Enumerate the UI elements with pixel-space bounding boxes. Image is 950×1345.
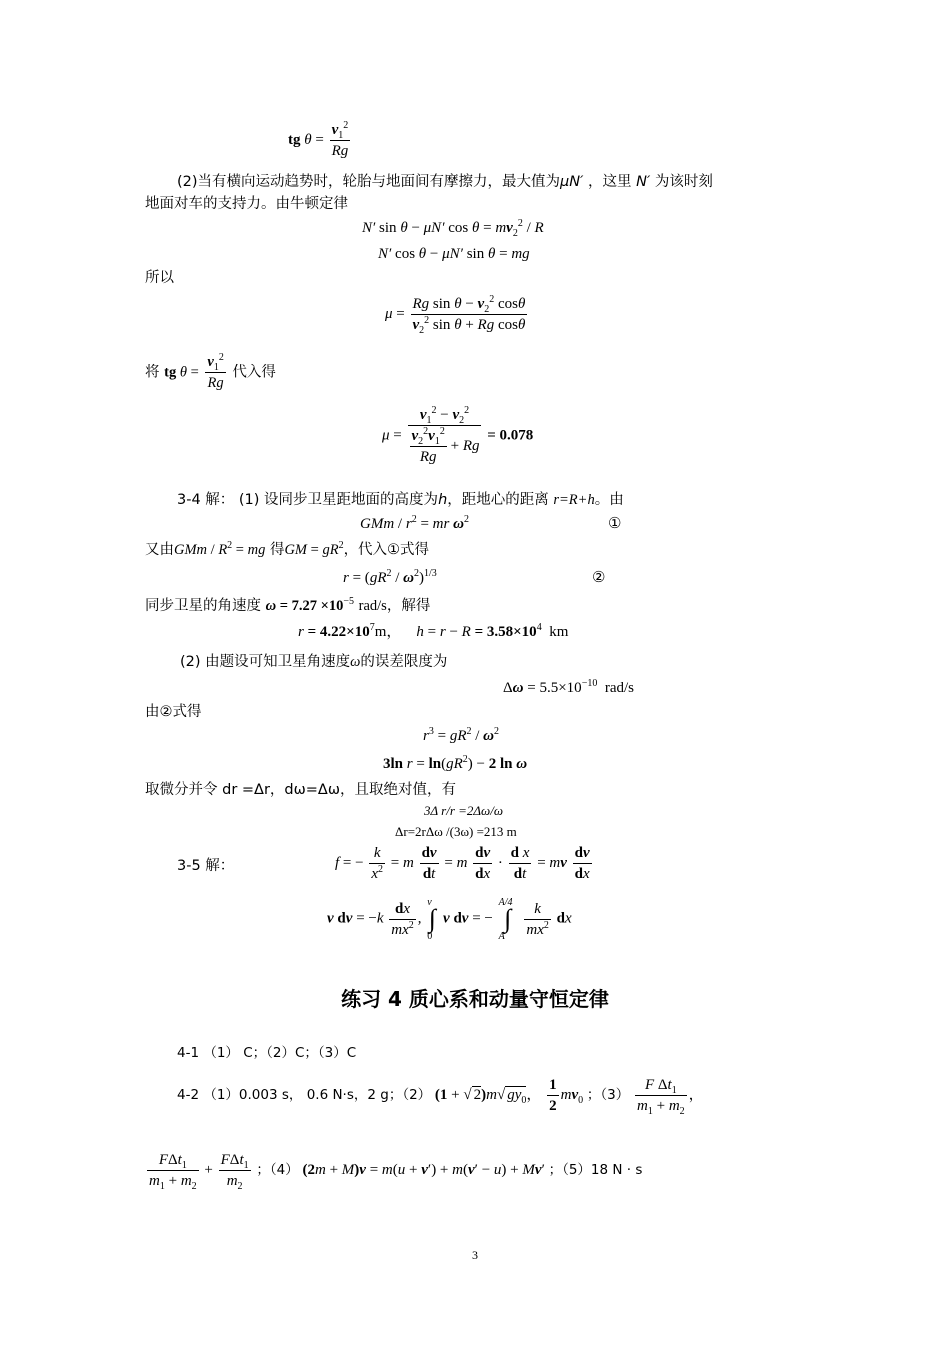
eq-ln: 3ln $r = \ln(gR^2) - 2$ ln ω (383, 754, 528, 772)
para-from2: 由②式得 (145, 704, 202, 720)
eq-force: f = − $\frac{k}{x^2}$ = m $\frac{dv}{dt}$ = m $\frac{dv}{dx}$ · $\frac{\text{d x}}{dt}$ = mv $\frac{dv}{dx}$ (335, 845, 590, 882)
para-support: 地面对车的支持力。由牛顿定律 (145, 196, 348, 212)
eq-integral: v dv = −k $\frac{dx}{mx^2}$ , ∫ v 0 v dv = − ∫ A/4 A $\frac{k}{mx^2}$ dx (327, 897, 572, 942)
answer-4-2-line1: 4-2 （1）0.003 s， 0.6 N·s，2 g；（2） (1 + √ 2)m√ $gy_0$， $\frac{1}{2}$ $mv_0$ ；（3） $\frac{F \Delta t_1}{m_1 + m_2}$ ， (177, 1077, 704, 1117)
eq-mu-2: μ = $v_1^2 - v_2^2$ $\frac{v_2^2v_1^2}{Rg}$ + Rg = 0.078 (382, 405, 534, 465)
para-diff: 取微分并令 dr =Δr，dω=Δω，且取绝对值，有 (145, 782, 456, 798)
eq-label-1: ① (608, 516, 622, 532)
para-part2-err: (2) 由题设可知卫星角速度ω的误差限度为 (180, 654, 448, 670)
eq-r-cubed: $r^3 = gR^2 / \omega^2$ (423, 726, 500, 744)
eq-delta-omega: $\Delta\omega = 5.5\times 10^{-10}$ rad/s (503, 678, 634, 696)
eq-tan-theta: tg θ = $\frac{v_1^2}{Rg}$ (288, 120, 349, 159)
answer-4-1: 4-1 （1） C；（2）C；（3）C (177, 1045, 357, 1061)
eq-label-2: ② (592, 570, 606, 586)
section-heading: 练习 4 质心系和动量守恒定律 (341, 987, 609, 1011)
para-youyou: 又由GMm / $R^2$ = mg 得GM = $gR^2$，代入①式得 (145, 540, 430, 558)
eq-mu-1: μ = $\frac{Rg \sin \theta - v_2^2 \cos\theta}{v_2^2 \sin \theta + Rg \cos\theta}$ (385, 294, 526, 336)
para-part2: (2)当有横向运动趋势时，轮胎与地面间有摩擦力，最大值为μN′ ，这里 N′ 为该时刻 (177, 174, 713, 190)
eq-r: $r = (gR^2 / \omega^2)^{1/3}$ (343, 568, 437, 586)
eq-dr: Δr=2rΔω /(3ω) =213 m (395, 824, 517, 839)
eq-r-h-values: $r = 4.22\times 10^7m$， $h = r - R = 3.58\times 10^4$ km (298, 622, 569, 640)
answer-4-2-line2: $\frac{F\Delta t_1}{m_1 + m_2}$ + $\frac{F\Delta t_1}{m_2}$ ；（4） (2m + M)v = m(u + v′) + m(v′ − u) + Mv′ ；（5）18 N · s (149, 1152, 643, 1192)
eq-rel: 3Δ r/r =2Δω/ω (424, 803, 503, 818)
para-3-4: 3-4 解： (1) 设同步卫星距地面的高度为h，距地心的距离 r=R+h。由 (177, 492, 624, 508)
para-omega: 同步卫星的角速度 $\omega = 7.27 \times 10^{-5}$ rad/s，解得 (145, 596, 431, 614)
para-jiang: 将 tg θ = $\frac{v_1^2}{Rg}$ 代入得 (145, 352, 276, 391)
page-number: 3 (472, 1248, 478, 1262)
eq-gmm: GMm / $r^2$ = mr $\omega^2$ (360, 514, 469, 532)
para-3-5: 3-5 解： (177, 858, 235, 874)
para-suoyi: 所以 (145, 270, 174, 286)
eq-newton-1: N′ sin θ − μN′ $\cos \theta = mv_2^2 / R$ (362, 218, 544, 239)
eq-newton-2: N′ cos θ − μN′ sin θ = mg (378, 246, 530, 262)
